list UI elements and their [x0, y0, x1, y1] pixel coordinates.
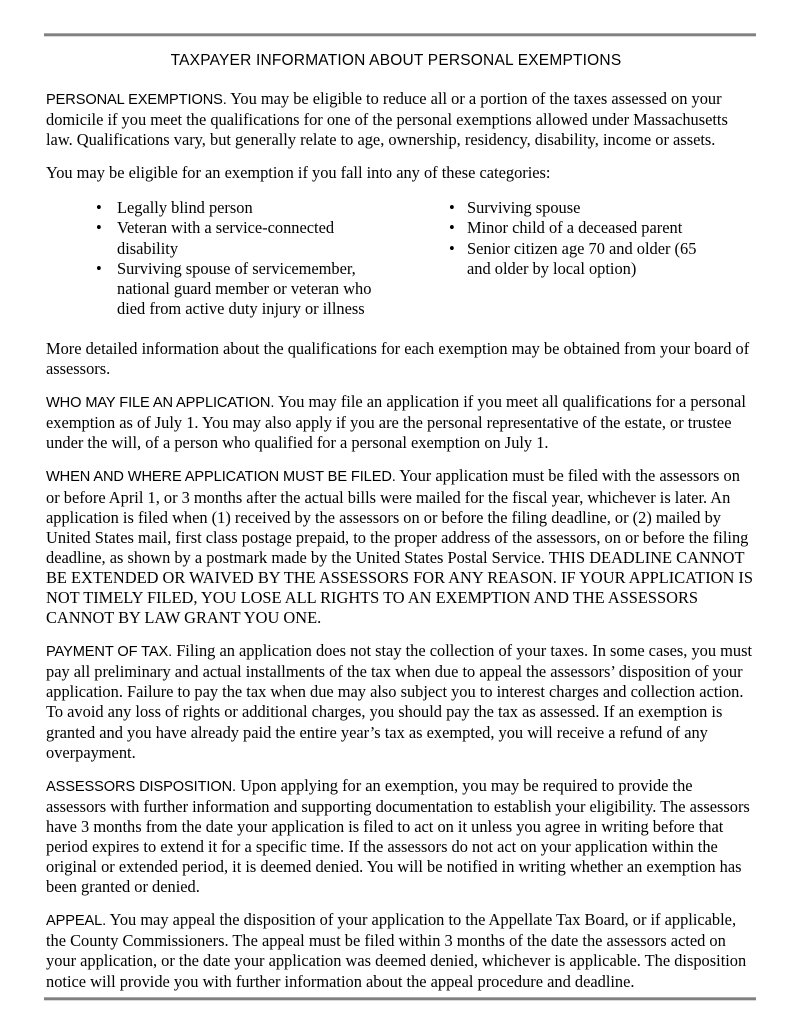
exemption-categories-left-column	[46, 198, 394, 319]
top-horizontal-rule	[44, 33, 756, 37]
paragraph-appeal	[46, 910, 756, 991]
section-heading-when-and-where: WHEN AND WHERE APPLICATION MUST BE FILED.	[46, 469, 396, 486]
bullet-icon: •	[449, 218, 455, 238]
bullet-icon: •	[96, 218, 102, 238]
list-item-label: Surviving spouse	[467, 198, 581, 218]
paragraph-personal-exemptions	[46, 89, 756, 150]
section-heading-payment-of-tax: PAYMENT OF TAX.	[46, 644, 173, 661]
exemption-categories-left-items	[96, 198, 394, 319]
paragraph-more-info: More detailed information about the qualifications for each exemption may be obtained from your board of assessors.	[46, 338, 750, 379]
paragraph-assessors-disposition	[46, 776, 756, 898]
list-item-label: Senior citizen age 70 and older (65 and older by local option)	[467, 238, 697, 278]
list-item	[449, 198, 724, 218]
section-body-payment-of-tax: Filing an application does not stay the collection of your taxes. In some cases, you must pay all preliminary and actual installments of the tax when due to appeal the assessors’ disposition of your application. Failure to pay the tax when due may also subject you to interest charges and collection action. To avoid any loss of rights or additional charges, you should pay the tax as assessed. If an exemption is granted and you have already paid the entire year’s tax as exempted, you will receive a refund of any overpayment.	[46, 641, 753, 762]
bullet-icon: •	[96, 198, 102, 218]
list-item	[449, 218, 724, 238]
section-body-assessors-disposition: Upon applying for an exemption, you may be required to provide the assessors with further information and supporting documentation to establish your eligibility. The assessors have 3 months from the date your application is filed to act on it unless you agree in writing before that period expires to extend it for a specific time. If the assessors do not act on your application within the original or extended period, it is deemed denied. You will be notified in writing whether an exemption has been granted or denied.	[46, 775, 750, 897]
bottom-horizontal-rule	[44, 997, 756, 1001]
bullet-icon: •	[449, 238, 455, 258]
section-body-appeal: You may appeal the disposition of your application to the Appellate Tax Board, or if applicable, the County Commissioners. The appeal must be filed within 3 months of the date the assessors acted on your application, or the date your application was deemed denied, whichever is applicable. The disposition notice will provide you with further information about the appeal procedure and deadline.	[46, 910, 747, 991]
section-body-when-and-where: Your application must be filed with the assessors on or before April 1, or 3 months after the actual bills were mailed for the fiscal year, whichever is later. An application is filed when (1) received by the assessors on or before the filing deadline, or (2) mailed by United States mail, first class postage prepaid, to the proper address of the assessors, on or before the filing deadline, as shown by a postmark made by the United States Postal Service. THIS DEADLINE CANNOT BE EXTENDED OR WAIVED BY THE ASSESSORS FOR ANY REASON. IF YOUR APPLICATION IS NOT TIMELY FILED, YOU LOSE ALL RIGHTS TO AN EXEMPTION AND THE ASSESSORS CANNOT BY LAW GRANT YOU ONE.	[46, 466, 753, 628]
section-heading-personal-exemptions: PERSONAL EXEMPTIONS.	[46, 92, 227, 108]
paragraph-when-and-where	[46, 466, 756, 628]
exemption-categories-right-column	[394, 198, 724, 319]
section-body-personal-exemptions: You may be eligible to reduce all or a portion of the taxes assessed on your domicile if you meet the qualifications for one of the personal exemptions allowed under Massachusetts law. Qualifications vary, but generally relate to age, ownership, residency, disability, income or assets.	[46, 89, 728, 150]
section-heading-assessors-disposition: ASSESSORS DISPOSITION.	[46, 778, 236, 795]
section-heading-appeal: APPEAL.	[46, 913, 107, 930]
page-title: TAXPAYER INFORMATION ABOUT PERSONAL EXEMPTIONS	[170, 52, 622, 69]
list-item-label: Veteran with a service-connected disability	[117, 218, 335, 258]
paragraph-payment-of-tax	[46, 641, 756, 763]
list-item	[96, 259, 394, 319]
paragraph-who-may-file	[46, 392, 756, 453]
list-item-label: Minor child of a deceased parent	[467, 218, 683, 238]
section-heading-who-may-file: WHO MAY FILE AN APPLICATION.	[46, 395, 275, 412]
bullet-icon: •	[96, 258, 102, 278]
list-item	[449, 239, 724, 279]
paragraph-categories-intro: You may be eligible for an exemption if you fall into any of these categories:	[46, 163, 551, 183]
bullet-icon: •	[449, 198, 455, 218]
list-item	[96, 218, 394, 258]
exemption-categories-right-items	[449, 198, 724, 278]
list-item-label: Legally blind person	[117, 198, 253, 218]
exemption-categories-list	[46, 198, 756, 319]
list-item-label: Surviving spouse of servicemember, national guard member or veteran who died from active duty injury or illness	[117, 258, 372, 318]
section-body-who-may-file: You may file an application if you meet all qualifications for a personal exemption as of July 1. You may also apply if you are the personal representative of the estate, or trustee under the will, of a person who qualified for a personal exemption on July 1.	[46, 392, 746, 453]
list-item	[96, 198, 394, 218]
document-content	[46, 52, 756, 992]
